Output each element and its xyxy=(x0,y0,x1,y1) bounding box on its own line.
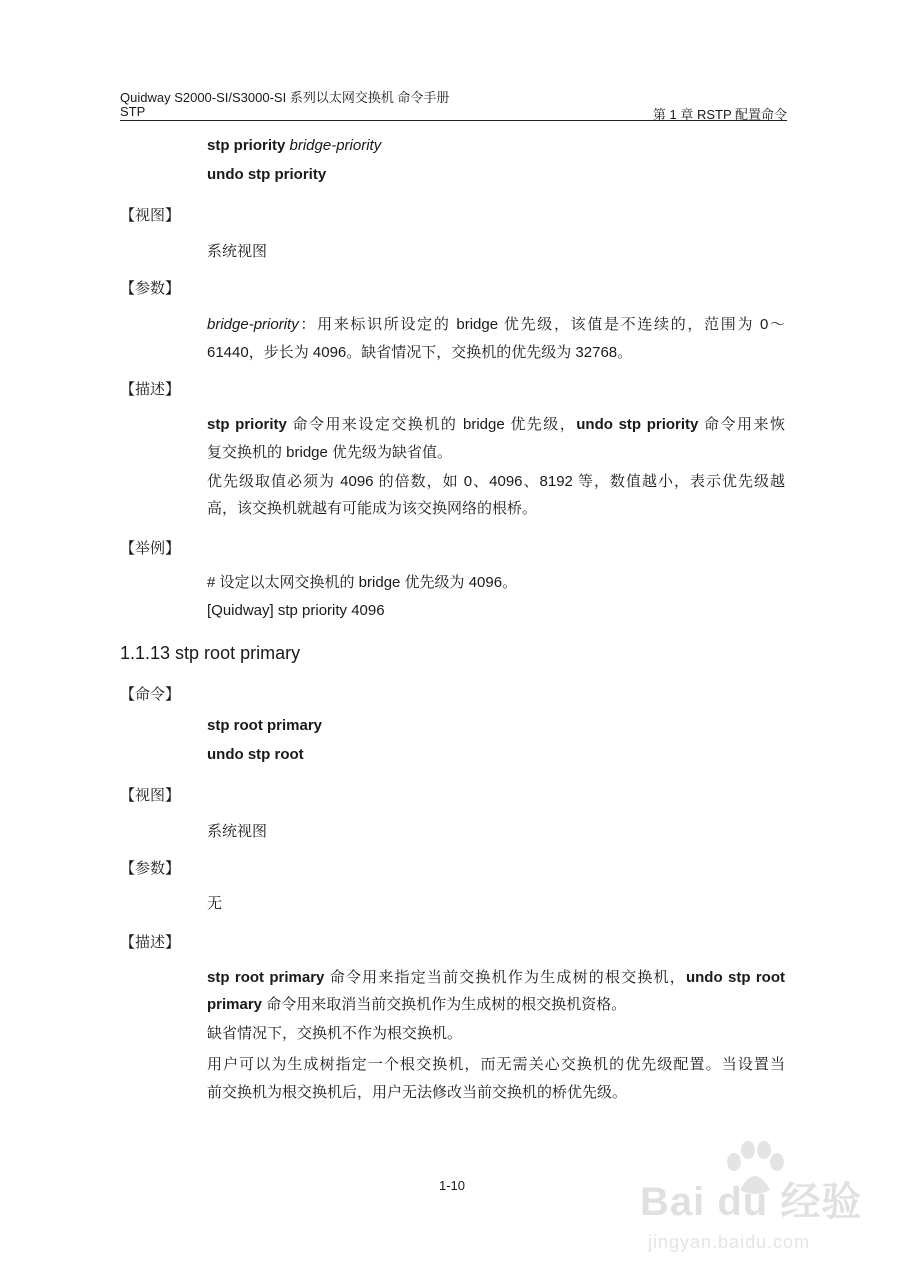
prev-param-line-2: 61440，步长为 4096。缺省情况下，交换机的优先级为 32768。 xyxy=(207,344,633,361)
prev-example-command: [Quidway] stp priority 4096 xyxy=(207,602,385,619)
prev-view-label: 【视图】 xyxy=(120,207,181,224)
command-line-1: stp root primary xyxy=(207,717,323,734)
desc-cmd: stp root primary xyxy=(207,969,325,986)
cmd-label: 【命令】 xyxy=(120,686,181,703)
prev-desc-line-1 xyxy=(207,413,785,434)
watermark-url: jingyan.baidu.com xyxy=(648,1232,811,1252)
header-rule xyxy=(120,120,787,121)
param-label: 【参数】 xyxy=(120,860,181,877)
desc-line-1 xyxy=(207,966,785,987)
header-book-title: Quidway S2000-SI/S3000-SI 系列以太网交换机 命令手册 xyxy=(120,90,450,105)
desc-line-2 xyxy=(207,993,626,1014)
header-chapter: 第 1 章 RSTP 配置命令 xyxy=(652,107,787,122)
desc-label: 【描述】 xyxy=(120,934,181,951)
prev-desc-line-4: 高，该交换机就越有可能成为该交换网络的根桥。 xyxy=(207,500,538,517)
prev-command-line-2: undo stp priority xyxy=(207,166,327,183)
desc-line-3: 缺省情况下，交换机不作为根交换机。 xyxy=(207,1025,463,1042)
prev-desc-line-2: 复交换机的 bridge 优先级为缺省值。 xyxy=(207,444,453,461)
param-desc: ：用来标识所设定的 bridge 优先级，该值是不连续的，范围为 0～ xyxy=(298,316,785,333)
prev-command-line-1 xyxy=(207,137,381,154)
desc-undo-cmd: undo stp root xyxy=(685,969,785,986)
view-text: 系统视图 xyxy=(207,823,268,840)
desc-undo-cmd-cont: primary xyxy=(207,996,263,1013)
desc-text-2: 命令用来恢 xyxy=(698,416,785,433)
desc-line-4: 用户可以为生成树指定一个根交换机，而无需关心交换机的优先级配置。当设置当 xyxy=(207,1056,785,1073)
cmd-argument: bridge-priority xyxy=(289,137,382,154)
prev-desc-label: 【描述】 xyxy=(120,381,181,398)
desc-text-2: 命令用来取消当前交换机作为生成树的根交换机资格。 xyxy=(262,996,627,1013)
prev-param-line-1 xyxy=(207,313,785,334)
header-section: STP xyxy=(120,104,146,119)
prev-view-text: 系统视图 xyxy=(207,243,268,260)
param-name: bridge-priority xyxy=(207,316,299,333)
prev-example-comment: # 设定以太网交换机的 bridge 优先级为 4096。 xyxy=(207,574,518,591)
cmd-keyword: stp priority xyxy=(207,137,290,154)
desc-text: 命令用来设定交换机的 bridge 优先级， xyxy=(286,416,577,433)
watermark-text: Bai du 经验 xyxy=(640,1180,863,1224)
param-text: 无 xyxy=(207,895,223,912)
prev-example-label: 【举例】 xyxy=(120,540,181,557)
section-heading: 1.1.13 stp root primary xyxy=(120,643,301,663)
prev-param-label: 【参数】 xyxy=(120,280,181,297)
view-label: 【视图】 xyxy=(120,787,181,804)
prev-desc-line-3: 优先级取值必须为 4096 的倍数，如 0、4096、8192 等，数值越小，表示优先级越 xyxy=(207,473,785,490)
desc-text: 命令用来指定当前交换机作为生成树的根交换机， xyxy=(324,969,686,986)
desc-cmd: stp priority xyxy=(207,416,287,433)
command-line-2: undo stp root xyxy=(207,746,304,763)
desc-undo-cmd: undo stp priority xyxy=(576,416,699,433)
desc-line-5: 前交换机为根交换机后，用户无法修改当前交换机的桥优先级。 xyxy=(207,1084,628,1101)
baidu-watermark xyxy=(640,1140,880,1270)
page-number: 1-10 xyxy=(438,1178,466,1193)
